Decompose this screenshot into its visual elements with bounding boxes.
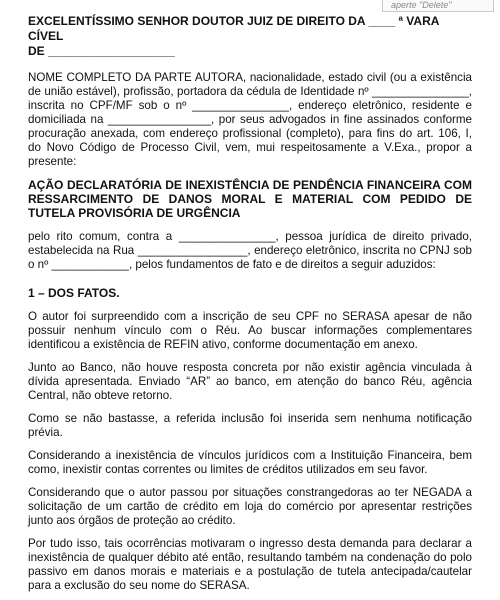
action-title: AÇÃO DECLARATÓRIA DE INEXISTÊNCIA DE PENDÊNCIA FINANCEIRA COM RESSARCIMENTO DE DANOS MORAL E MATERIAL COM PEDIDO DE TUTELA PROVISÓRIA DE URGÊNCIA — [28, 178, 472, 220]
facts-paragraph-5: Considerando que o autor passou por situações constrangedoras ao ter NEGADA a solicitação de um cartão de crédito em loja do comércio por apresentar restrições junto aos órgãos de proteção ao crédito. — [28, 486, 472, 527]
header-line-2: DE ___________________ — [28, 44, 175, 58]
facts-paragraph-6: Por tudo isso, tais ocorrências motivaram o ingresso desta demanda para declarar a inexistência de qualquer débito até então, resultando também na condenação do polo passivo em danos morais e materiais e a postulação de tutela antecipada/cautelar para a exclusão do seu nome do SERASA. — [28, 537, 472, 592]
facts-paragraph-2: Junto ao Banco, não houve resposta concreta por não existir agência vinculada à dívida apresentada. Enviado “AR” ao banco, em atenção do banco Réu, agência Central, não obteve retorno. — [28, 361, 472, 402]
facts-paragraph-4: Considerando a inexistência de vínculos jurídicos com a Instituição Financeira, bem como, inexistir contas correntes ou limites de créditos utilizados em seu favor. — [28, 449, 472, 476]
court-address-header — [28, 14, 472, 59]
defendant-paragraph: pelo rito comum, contra a _______________, pessoa jurídica de direito privado, estabelecida na Rua _________________, endereço eletrônico, inscrita no CPNJ sob o nº ____________, pelos fundamentos de fato e de direitos a seguir aduzidos: — [28, 230, 472, 271]
facts-paragraph-1: O autor foi surpreendido com a inscrição de seu CPF no SERASA apesar de não possuir nenhum vínculo com o Réu. Ao buscar informações complementares identificou a existência de REFIN ativo, conforme documentação em anexo. — [28, 310, 472, 351]
facts-paragraph-3: Como se não bastasse, a referida inclusão foi inserida sem nenhuma notificação prévia. — [28, 412, 472, 439]
section-title-facts: 1 – DOS FATOS. — [28, 286, 120, 300]
header-line-1: EXCELENTÍSSIMO SENHOR DOUTOR JUIZ DE DIREITO DA ____ ª VARA CÍVEL — [28, 14, 439, 43]
party-qualification-paragraph: NOME COMPLETO DA PARTE AUTORA, nacionalidade, estado civil (ou a existência de união estável), profissão, portadora da cédula de Identidade nº _______________, inscrita no CPF/MF sob o nº _______________, endereço eletrônico, residente e domiciliada na ________________, por seus advogados in fine assinados conforme procuração anexada, com endereço profissional (completo), para fins do art. 106, I, do Novo Código de Processo Civil, vem, mui respeitosamente a V.Exa., propor a presente: — [28, 71, 472, 168]
delete-hint-label: aperte "Delete" — [382, 0, 494, 12]
